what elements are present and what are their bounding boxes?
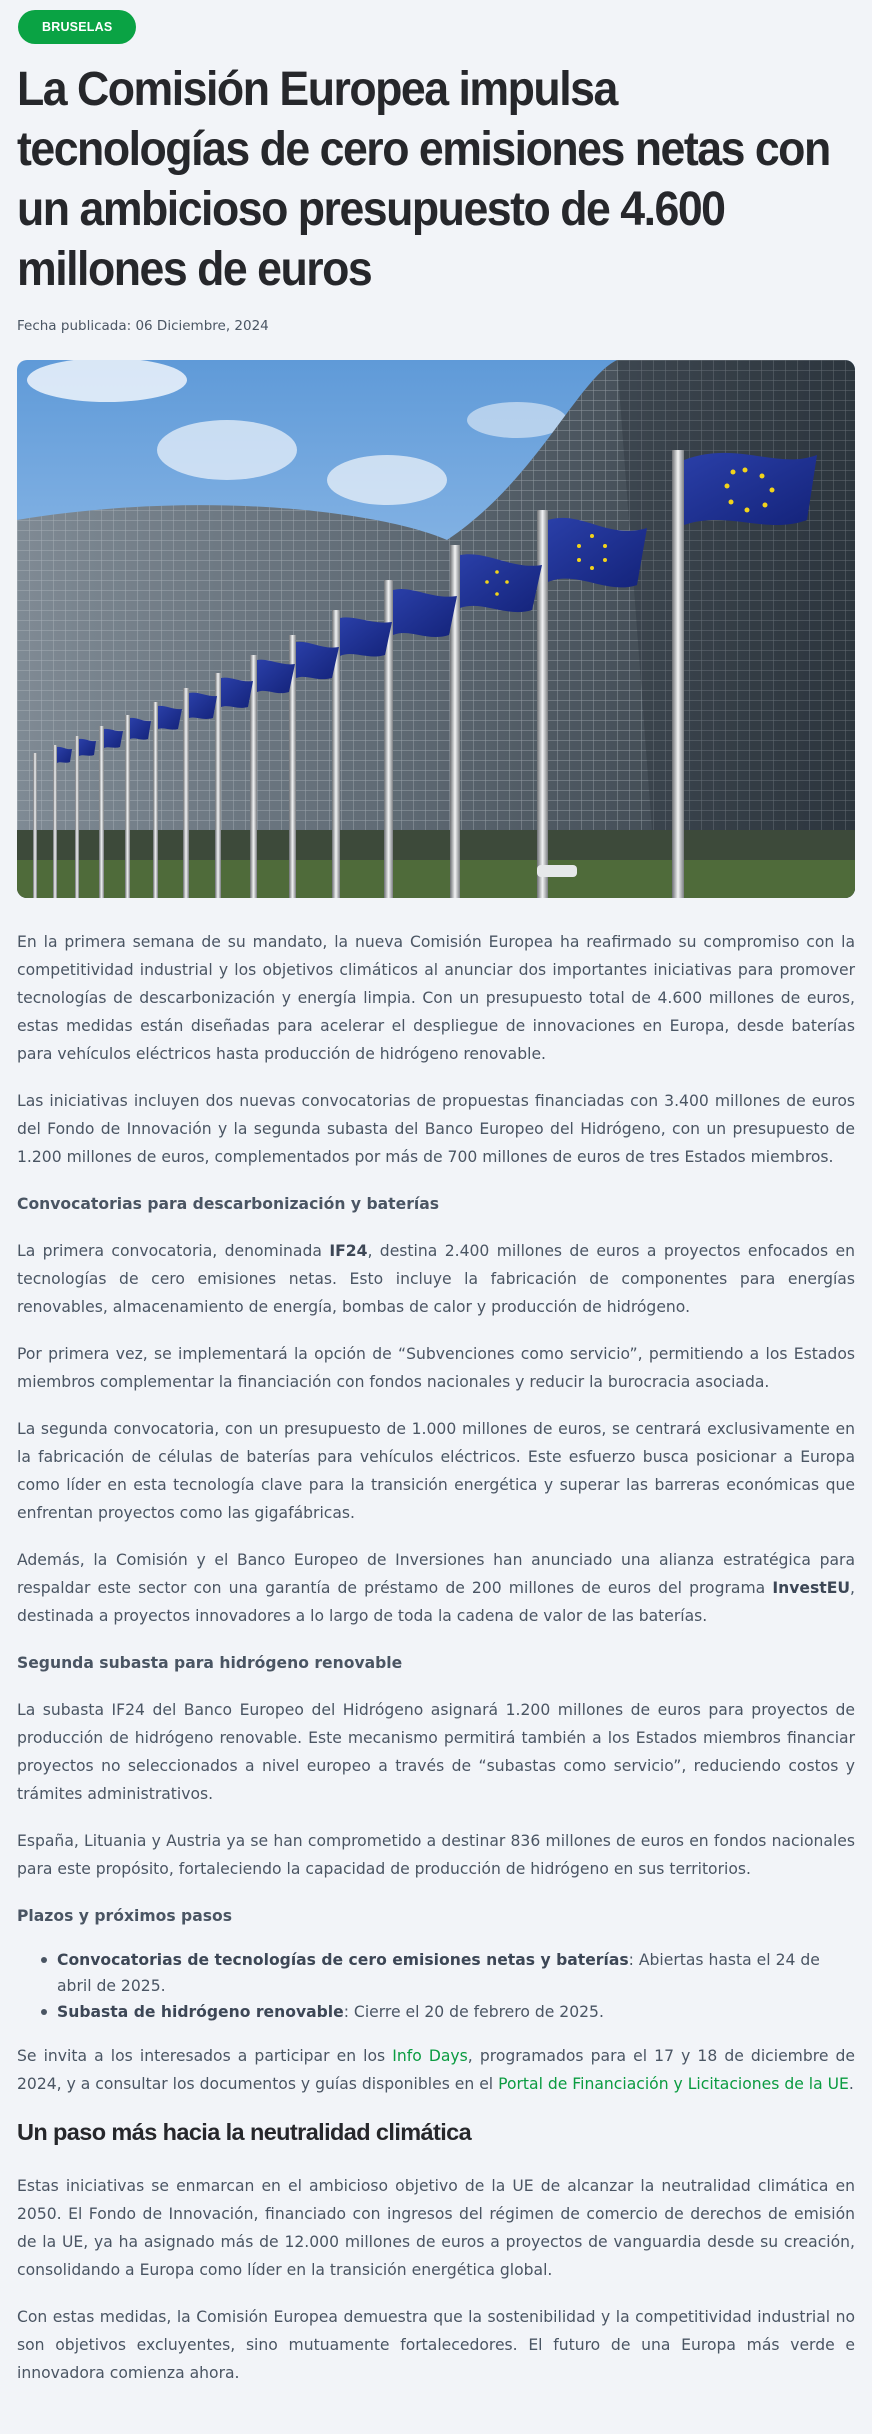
article-title: La Comisión Europea impulsa tecnologías de cero emisiones netas con un ambicioso presupuesto de 4.600 millones de euros	[17, 63, 830, 296]
paragraph: Con estas medidas, la Comisión Europea demuestra que la sostenibilidad y la competitividad industrial no son objetivos excluyentes, sino mutuamente fortalecedores. El futuro de una Europa más verde e innovadora comienza ahora.	[17, 2308, 855, 2382]
deadline-label: Convocatorias de tecnologías de cero emisiones netas y baterías	[57, 1951, 629, 1969]
paragraph-text: , destinada a proyectos innovadores a lo largo de toda la cadena de valor de las baterías.	[17, 1579, 855, 1625]
paragraph: La subasta IF24 del Banco Europeo del Hidrógeno asignará 1.200 millones de euros para proyectos de producción de hidrógeno renovable. Este mecanismo permitirá también a los Estados miembros financiar proyectos no seleccionados a nivel europeo a través de “subastas como servicio”, reduciendo costos y trámites administrativos.	[17, 1701, 855, 1803]
section-heading: Convocatorias para descarbonización y baterías	[17, 1195, 440, 1213]
paragraph-text: , programados para el 17 y 18 de diciembre de 2024, y a consultar los documentos y guías disponibles en el	[17, 2047, 855, 2093]
list-item	[41, 1999, 855, 2025]
article-body	[17, 928, 855, 2387]
list-item	[41, 1947, 855, 1999]
eu-flags-photo	[17, 360, 855, 898]
paragraph-text: .	[848, 2075, 854, 2093]
paragraph	[17, 1546, 855, 1630]
paragraph	[17, 1237, 855, 1321]
section-heading: Segunda subasta para hidrógeno renovable	[17, 1654, 403, 1672]
deadline-label: Subasta de hidrógeno renovable	[57, 2003, 344, 2021]
deadline-value: : Cierre el 20 de febrero de 2025.	[343, 2003, 604, 2021]
paragraph-text: Además, la Comisión y el Banco Europeo de Inversiones han anunciado una alianza estratégica para respaldar este sector con una garantía de préstamo de 200 millones de euros del programa	[17, 1551, 855, 1597]
hero-image	[17, 360, 855, 898]
paragraph: Las iniciativas incluyen dos nuevas convocatorias de propuestas financiadas con 3.400 millones de euros del Fondo de Innovación y la segunda subasta del Banco Europeo del Hidrógeno, con un presupuesto de 1.200 millones de euros, complementados por más de 700 millones de euros de tres Estados miembros.	[17, 1092, 855, 1166]
section-heading: Plazos y próximos pasos	[17, 1907, 232, 1925]
paragraph: Estas iniciativas se enmarcan en el ambicioso objetivo de la UE de alcanzar la neutralidad climática en 2050. El Fondo de Innovación, financiado con ingresos del régimen de comercio de derechos de emisión de la UE, ya ha asignado más de 12.000 millones de euros a proyectos de vanguardia desde su creación, consolidando a Europa como líder en la transición energética global.	[17, 2177, 855, 2279]
bold-term: IF24	[329, 1242, 368, 1260]
category-badge[interactable]: BRUSELAS	[18, 10, 136, 44]
info-days-link[interactable]: Info Days	[392, 2047, 468, 2065]
paragraph: España, Lituania y Austria ya se han comprometido a destinar 836 millones de euros en fondos nacionales para este propósito, fortaleciendo la capacidad de producción de hidrógeno en sus territorios.	[17, 1832, 855, 1878]
paragraph: En la primera semana de su mandato, la nueva Comisión Europea ha reafirmado su compromiso con la competitividad industrial y los objetivos climáticos al anunciar dos importantes iniciativas para promover tecnologías de descarbonización y energía limpia. Con un presupuesto total de 4.600 millones de euros, estas medidas están diseñadas para acelerar el despliegue de innovaciones en Europa, desde baterías para vehículos eléctricos hasta producción de hidrógeno renovable.	[17, 933, 855, 1063]
deadline-value: : Abiertas hasta el 24 de abril de 2025.	[57, 1951, 820, 1995]
paragraph-text: , destina 2.400 millones de euros a proyectos enfocados en tecnologías de cero emisiones netas. Esto incluye la fabricación de componentes para energías renovables, almacenamiento de energía, bombas de calor y producción de hidrógeno.	[17, 1242, 855, 1316]
bold-term: InvestEU	[772, 1579, 851, 1597]
paragraph: La segunda convocatoria, con un presupuesto de 1.000 millones de euros, se centrará exclusivamente en la fabricación de células de baterías para vehículos eléctricos. Este esfuerzo busca posicionar a Europa como líder en esta tecnología clave para la transición energética y superar las barreras económicas que enfrentan proyectos como las gigafábricas.	[17, 1420, 855, 1522]
funding-portal-link[interactable]: Portal de Financiación y Licitaciones de la UE	[498, 2075, 849, 2093]
paragraph	[17, 2042, 855, 2098]
paragraph-text: La primera convocatoria, denominada	[17, 1242, 330, 1260]
publish-date: Fecha publicada: 06 Diciembre, 2024	[17, 318, 269, 334]
deadline-list	[17, 1947, 855, 2025]
paragraph-text: Se invita a los interesados a participar en los	[17, 2047, 393, 2065]
subheading: Un paso más hacia la neutralidad climática	[17, 2119, 472, 2145]
paragraph: Por primera vez, se implementará la opción de “Subvenciones como servicio”, permitiendo a los Estados miembros complementar la financiación con fondos nacionales y reducir la burocracia asociada.	[17, 1345, 855, 1391]
